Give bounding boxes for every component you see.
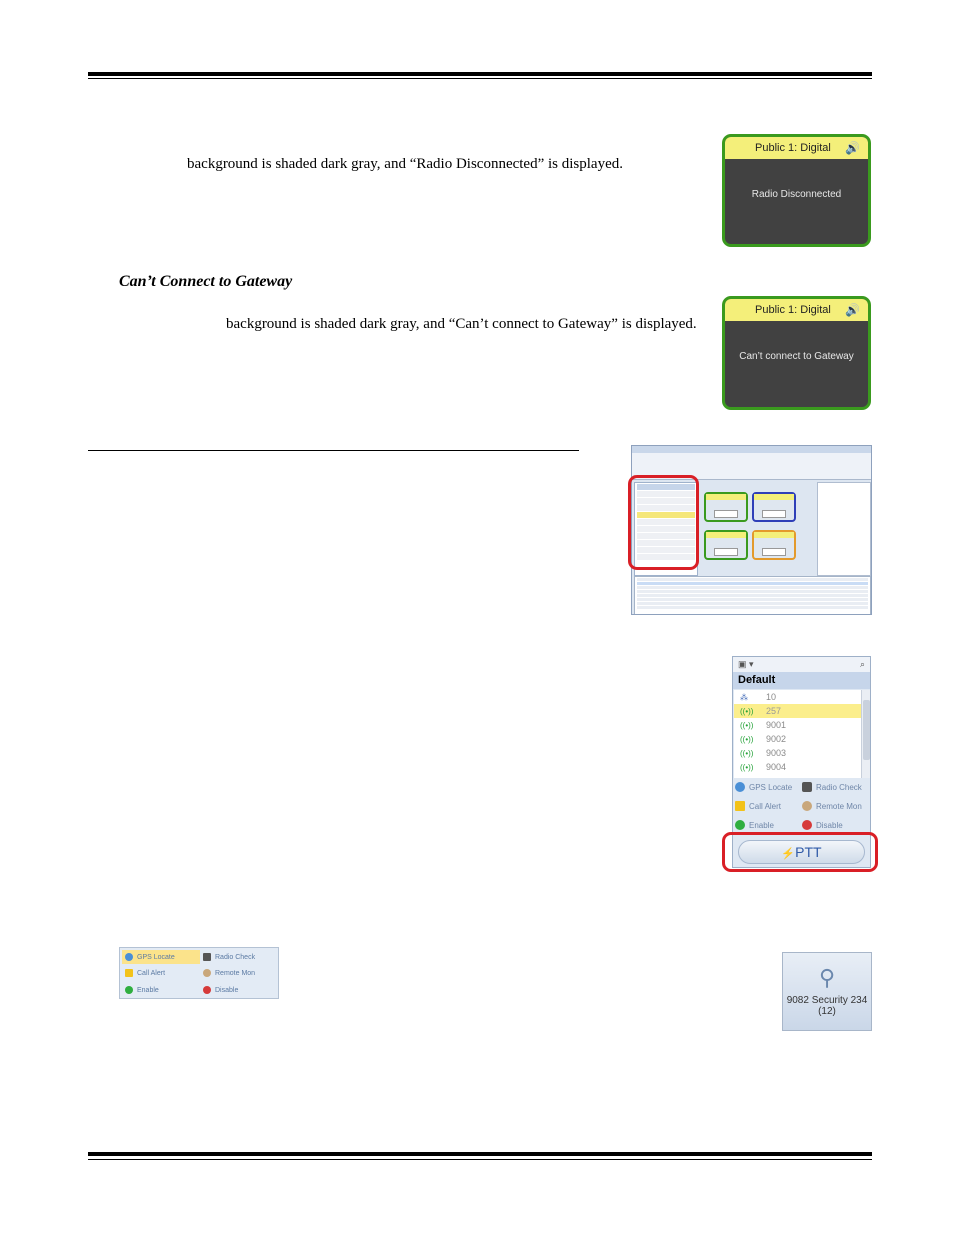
status-tile-radio-disconnected (722, 134, 871, 247)
tile-message: Can’t connect to Gateway (739, 351, 854, 362)
radio-icon: ((•)) (740, 720, 754, 730)
radio-check-button[interactable]: Radio Check (200, 950, 278, 964)
check-icon (125, 986, 133, 994)
prohibit-icon (203, 986, 211, 994)
unit-name: 9082 Security 234 (786, 995, 868, 1006)
footer-rule-thin (88, 1159, 872, 1160)
action-row (735, 820, 870, 830)
list-item[interactable]: ((•)) 257 (734, 704, 861, 718)
tile-message: Radio Disconnected (751, 189, 842, 200)
mini-tile (704, 530, 748, 560)
panel-header: Default (733, 672, 870, 689)
monitor-icon (203, 969, 211, 977)
search-icon[interactable]: ⌕ (859, 659, 865, 669)
panel-toolbar (733, 657, 870, 672)
binoculars-icon (203, 953, 211, 961)
activity-pane (817, 482, 871, 576)
tile-title: Public 1: Digital (755, 304, 831, 316)
check-icon (735, 820, 745, 830)
list-item[interactable]: ((•)) 9004 (740, 762, 787, 772)
call-log-grid (634, 576, 871, 615)
binoculars-icon (802, 782, 812, 792)
radio-icon: ((•)) (740, 762, 754, 772)
globe-icon (735, 782, 745, 792)
paragraph-radio-disconnected: background is shaded dark gray, and “Radio Disconnected” is displayed. (187, 156, 623, 172)
list-item[interactable]: ⁂ 10 (740, 692, 777, 702)
radio-icon: ((•)) (740, 734, 754, 744)
warning-icon (125, 969, 133, 977)
highlight-box-talkgroup-pane (628, 475, 699, 570)
highlight-box-ptt (722, 832, 878, 872)
section-heading: Can’t Connect to Gateway (119, 273, 293, 290)
tile-header (725, 137, 868, 159)
unit-tile[interactable] (782, 952, 872, 1031)
gps-locate-button[interactable]: GPS Locate (122, 950, 200, 964)
disable-button[interactable]: Disable (200, 983, 278, 997)
gps-locate-button[interactable]: GPS Locate (735, 782, 802, 792)
strip-row (122, 950, 278, 964)
strip-row (122, 966, 278, 980)
remote-mon-button[interactable]: Remote Mon (802, 801, 869, 811)
mini-tile (752, 530, 796, 560)
header-rule-thin (88, 78, 872, 79)
remote-mon-button[interactable]: Remote Mon (200, 966, 278, 980)
header-rule (88, 72, 872, 76)
speaker-icon: 🔊 (845, 141, 860, 155)
window-titlebar (632, 446, 871, 453)
list-item[interactable]: ((•)) 9001 (740, 720, 787, 730)
speaker-icon: 🔊 (845, 303, 860, 317)
talkgroup-list (734, 690, 861, 778)
ptt-button[interactable]: ⚡PTT (738, 840, 865, 864)
call-alert-button[interactable]: Call Alert (122, 966, 200, 980)
radio-check-button[interactable]: Radio Check (802, 782, 869, 792)
scrollbar-thumb[interactable] (863, 700, 870, 760)
action-row (735, 801, 870, 811)
footer-rule (88, 1152, 872, 1156)
list-item[interactable]: ((•)) 9002 (740, 734, 787, 744)
call-alert-button[interactable]: Call Alert (735, 801, 802, 811)
lightning-icon: ⚡ (781, 848, 796, 860)
group-icon: ⁂ (740, 692, 748, 702)
action-row (735, 782, 870, 792)
enable-button[interactable]: Enable (735, 820, 802, 830)
globe-icon (125, 953, 133, 961)
dropdown-icon[interactable]: ▣ ▾ (738, 659, 754, 669)
mini-tile (752, 492, 796, 522)
radio-icon: ((•)) (740, 748, 754, 758)
unit-search-icon: ⚲ (818, 965, 836, 990)
tile-title: Public 1: Digital (755, 142, 831, 154)
warning-icon (735, 801, 745, 811)
unit-count: (12) (818, 1006, 836, 1017)
section-rule (88, 450, 579, 451)
mini-tile (704, 492, 748, 522)
radio-icon: ((•)) (740, 706, 754, 716)
monitor-icon (802, 801, 812, 811)
list-item[interactable]: ((•)) 9003 (740, 748, 787, 758)
strip-row (122, 983, 278, 997)
disable-button[interactable]: Disable (802, 820, 869, 830)
action-strip (119, 947, 279, 999)
enable-button[interactable]: Enable (122, 983, 200, 997)
paragraph-cant-connect: background is shaded dark gray, and “Can’t connect to Gateway” is displayed. (226, 316, 697, 332)
tile-header (725, 299, 868, 321)
status-tile-cant-connect (722, 296, 871, 410)
list-scrollbar[interactable] (861, 690, 871, 778)
prohibit-icon (802, 820, 812, 830)
